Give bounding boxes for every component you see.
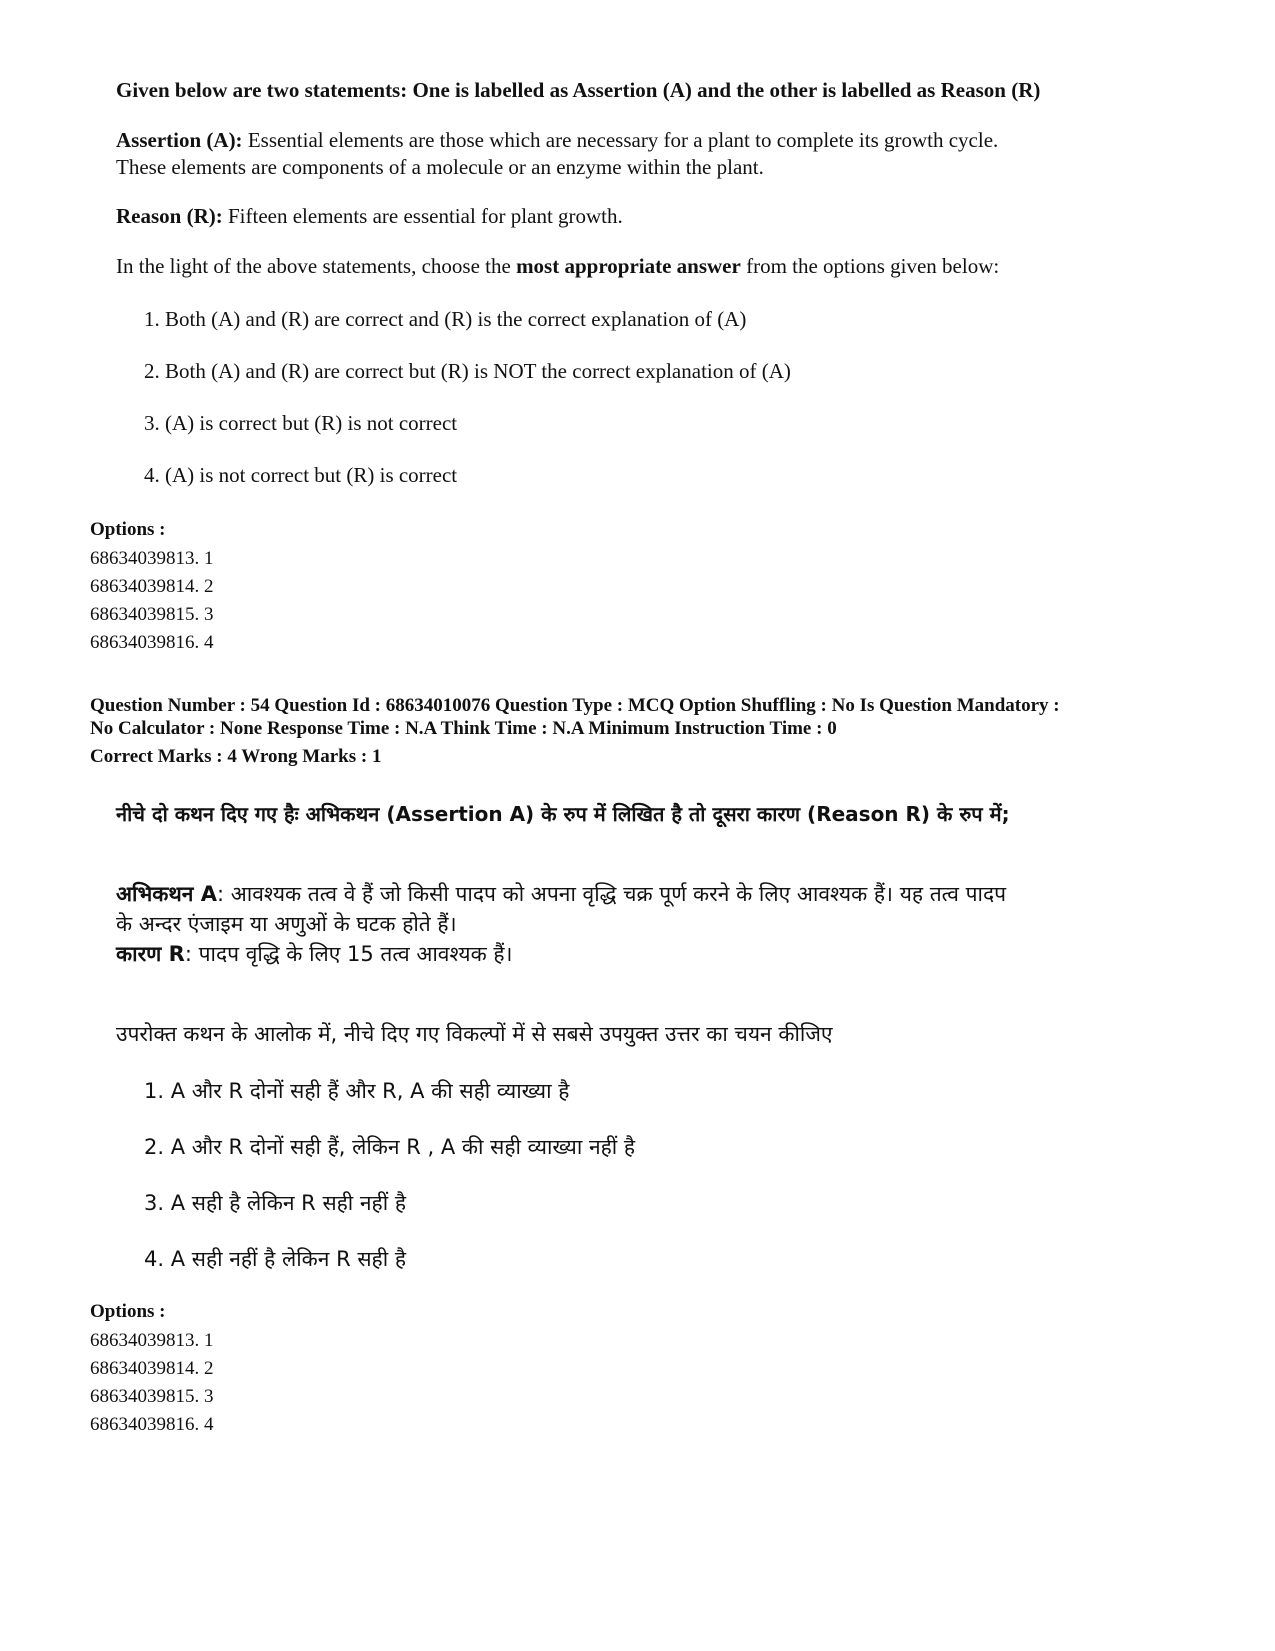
- q53-assertion-line2: These elements are components of a molecule or an enzyme within the plant.: [116, 155, 764, 179]
- q54-options-label: Options :: [90, 1301, 166, 1322]
- q53-reason-label: Reason (R):: [116, 204, 223, 228]
- q53-choice-1: 1. Both (A) and (R) are correct and (R) is the correct explanation of (A): [144, 307, 747, 331]
- q53-choice-4: 4. (A) is not correct but (R) is correct: [144, 463, 458, 487]
- q53-prompt: [116, 254, 999, 279]
- q53-option-id-4: 68634039816. 4: [90, 632, 214, 653]
- q54-meta-line2: No Calculator : None Response Time : N.A Think Time : N.A Minimum Instruction Time : 0: [90, 718, 837, 739]
- q54-prompt: उपरोक्त कथन के आलोक में, नीचे दिए गए विकल्पों में से सबसे उपयुक्त उत्तर का चयन कीजिए: [116, 1022, 833, 1046]
- q54-assertion-label: अभिकथन A: [116, 882, 218, 906]
- q54-meta-line1: Question Number : 54 Question Id : 68634010076 Question Type : MCQ Option Shuffling : No Is Question Mandatory :: [90, 695, 1060, 716]
- q54-assertion-line2: के अन्दर एंजाइम या अणुओं के घटक होते हैं।: [116, 912, 457, 936]
- q54-choice-3: 3. A सही है लेकिन R सही नहीं है: [144, 1191, 406, 1215]
- q53-intro: Given below are two statements: One is labelled as Assertion (A) and the other is labelled as Reason (R): [116, 78, 1041, 102]
- q54-reason: [116, 940, 512, 968]
- q54-reason-label: कारण R: [116, 942, 185, 966]
- q53-prompt-pre: In the light of the above statements, choose the: [116, 254, 517, 278]
- q53-reason: [116, 204, 623, 229]
- q53-prompt-bold: most appropriate answer: [516, 254, 741, 278]
- q53-choice-2: 2. Both (A) and (R) are correct but (R) is NOT the correct explanation of (A): [144, 359, 791, 383]
- q54-option-id-2: 68634039814. 2: [90, 1358, 214, 1379]
- q53-option-id-3: 68634039815. 3: [90, 604, 214, 625]
- q53-assertion-label: Assertion (A):: [116, 128, 243, 152]
- q53-assertion-line1: [116, 128, 998, 153]
- q54-choice-2: 2. A और R दोनों सही हैं, लेकिन R , A की सही व्याख्या नहीं है: [144, 1135, 636, 1159]
- q54-choice-4: 4. A सही नहीं है लेकिन R सही है: [144, 1247, 406, 1271]
- q54-reason-text: : पादप वृद्धि के लिए 15 तत्व आवश्यक हैं।: [184, 942, 513, 966]
- q54-choice-1: 1. A और R दोनों सही हैं और R, A की सही व्याख्या है: [144, 1079, 570, 1103]
- q54-option-id-3: 68634039815. 3: [90, 1386, 214, 1407]
- q54-assertion-line1: [116, 880, 1006, 908]
- q53-option-id-1: 68634039813. 1: [90, 548, 214, 569]
- q54-assertion-text: : आवश्यक तत्व वे हैं जो किसी पादप को अपना वृद्धि चक्र पूर्ण करने के लिए आवश्यक हैं। यह तत्व पादप: [217, 882, 1007, 906]
- q54-intro: नीचे दो कथन दिए गए हैः अभिकथन (Assertion A) के रुप में लिखित है तो दूसरा कारण (Reason R) के रुप में;: [116, 802, 1010, 826]
- q54-option-id-4: 68634039816. 4: [90, 1414, 214, 1435]
- q53-assertion-text: Essential elements are those which are necessary for a plant to complete its growth cycle.: [242, 128, 999, 152]
- q54-meta-line3: Correct Marks : 4 Wrong Marks : 1: [90, 746, 382, 767]
- q53-options-label: Options :: [90, 519, 166, 540]
- q53-reason-text: Fifteen elements are essential for plant growth.: [222, 204, 623, 228]
- q53-option-id-2: 68634039814. 2: [90, 576, 214, 597]
- q53-choice-3: 3. (A) is correct but (R) is not correct: [144, 411, 458, 435]
- q54-option-id-1: 68634039813. 1: [90, 1330, 214, 1351]
- q53-prompt-post: from the options given below:: [740, 254, 1000, 278]
